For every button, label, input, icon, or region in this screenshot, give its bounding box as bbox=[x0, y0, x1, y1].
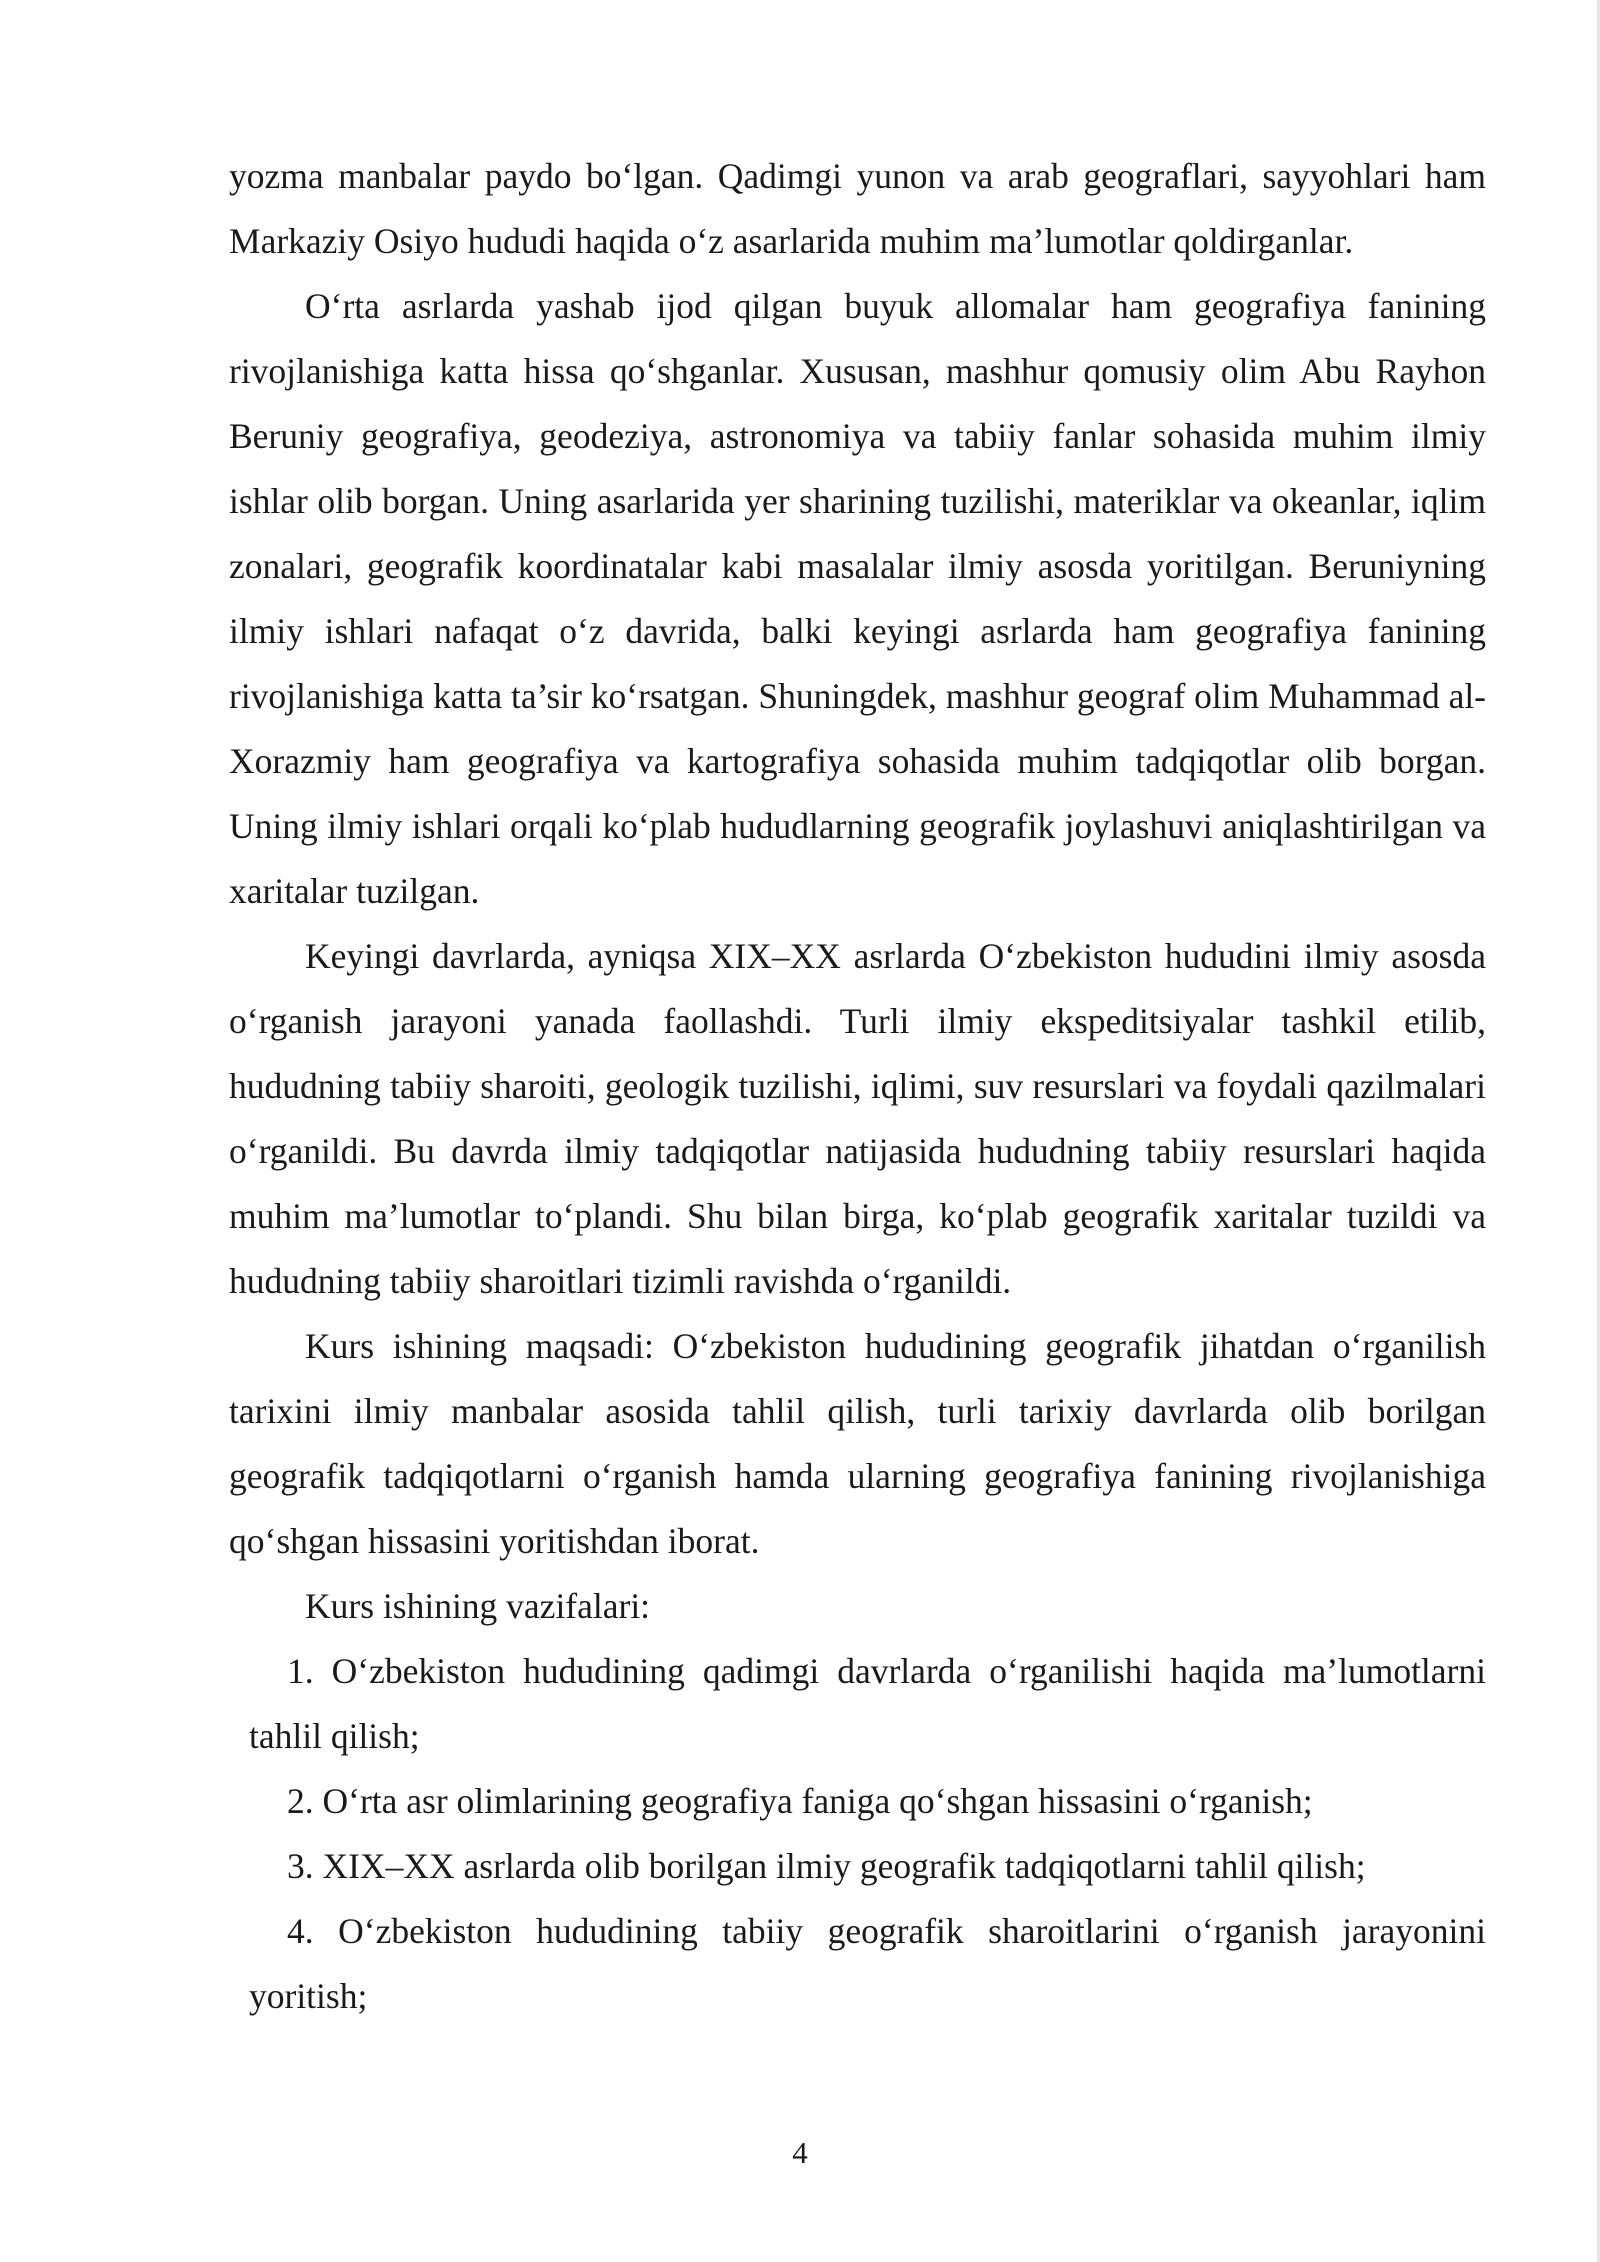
paragraph-modern-research: Keyingi davrlarda, ayniqsa XIX–XX asrlarda O‘zbekiston hududini ilmiy asosda o‘rganish jarayoni yanada faollashdi. Turli ilmiy ekspeditsiyalar tashkil etilib, hududning tabiiy sharoiti, geologik tuzilishi, iqlimi, suv resurslari va foydali qazilmalari o‘rganildi. Bu davrda ilmiy tadqiqotlar natijasida hududning tabiiy resurslari haqida muhim ma’lumotlar to‘plandi. Shu bilan birga, ko‘plab geografik xaritalar tuzildi va hududning tabiiy sharoitlari tizimli ravishda o‘rganildi. bbox=[229, 936, 1486, 1301]
document-body bbox=[229, 144, 1486, 2029]
paragraph-course-goal: Kurs ishining maqsadi: O‘zbekiston hududining geografik jihatdan o‘rganilish tarixini ilmiy manbalar asosida tahlil qilish, turli tarixiy davrlarda olib borilgan geografik tadqiqotlarni o‘rganish hamda ularning geografiya fanining rivojlanishiga qo‘shgan hissasini yoritishdan iborat. bbox=[229, 1326, 1486, 1561]
task-item: 4. O‘zbekiston hududining tabiiy geografik sharoitlarini o‘rganish jarayonini yoritish; bbox=[249, 1911, 1486, 2016]
task-item: 1. O‘zbekiston hududining qadimgi davrlarda o‘rganilishi haqida ma’lumotlarni tahlil qilish; bbox=[249, 1651, 1486, 1756]
page-number: 4 bbox=[792, 2135, 808, 2170]
task-item: 3. XIX–XX asrlarda olib borilgan ilmiy geografik tadqiqotlarni tahlil qilish; bbox=[287, 1846, 1366, 1886]
paragraph-medieval-scholars: O‘rta asrlarda yashab ijod qilgan buyuk allomalar ham geografiya fanining rivojlanishiga katta hissa qo‘shganlar. Xususan, mashhur qomusiy olim Abu Rayhon Beruniy geografiya, geodeziya, astronomiya va tabiiy fanlar sohasida muhim ilmiy ishlar olib borgan. Uning asarlarida yer sharining tuzilishi, materiklar va okeanlar, iqlim zonalari, geografik koordinatalar kabi masalalar ilmiy asosda yoritilgan. Beruniyning ilmiy ishlari nafaqat o‘z davrida, balki keyingi asrlarda ham geografiya fanining rivojlanishiga katta ta’sir ko‘rsatgan. Shuningdek, mashhur geograf olim Muhammad al-Xorazmiy ham geografiya va kartografiya sohasida muhim tadqiqotlar olib borgan. Uning ilmiy ishlari orqali ko‘plab hududlarning geografik joylashuvi aniqlashtirilgan va xaritalar tuzilgan. bbox=[229, 286, 1487, 911]
paragraph-continuation: yozma manbalar paydo bo‘lgan. Qadimgi yunon va arab geograflari, sayyohlari ham Markaziy Osiyo hududi haqida o‘z asarlarida muhim ma’lumotlar qoldirganlar. bbox=[229, 156, 1486, 261]
task-item: 2. O‘rta asr olimlarining geografiya faniga qo‘shgan hissasini o‘rganish; bbox=[287, 1781, 1313, 1821]
tasks-list bbox=[229, 1639, 1486, 2029]
tasks-heading: Kurs ishining vazifalari: bbox=[305, 1586, 651, 1626]
